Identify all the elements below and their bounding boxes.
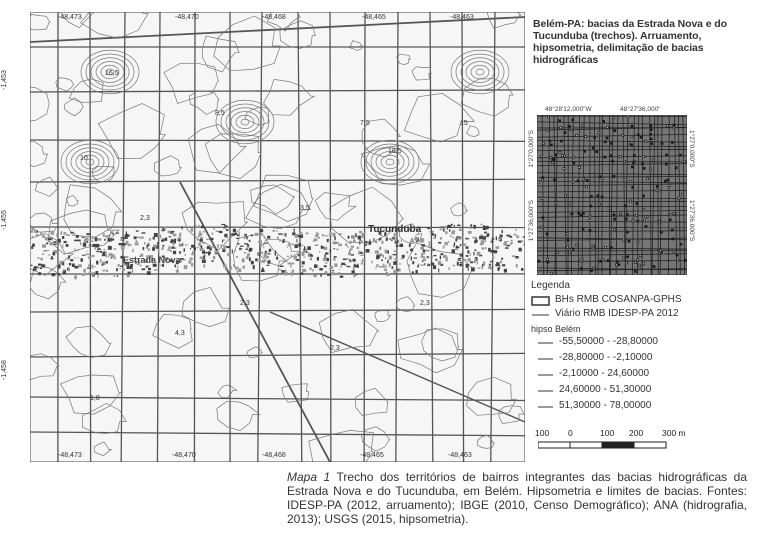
inset-right-coord: 1°27'36,000"S xyxy=(688,200,695,242)
inset-left-coord: 1°27'0,000"S xyxy=(528,130,535,168)
bottom-tick: -48,465 xyxy=(360,452,384,459)
left-tick: -1,453 xyxy=(1,70,8,90)
inset-top-coord: 48°28'12,000"W xyxy=(545,106,592,113)
map-title: Belém-PA: bacias da Estrada Nova e do Tucunduba (trechos). Arruamento, hipsometria, delimitação de bacias hidrográficas xyxy=(533,18,727,66)
bottom-tick: -48,470 xyxy=(172,452,196,459)
top-tick: -48,473 xyxy=(58,14,82,21)
contour-label: 4,3 xyxy=(175,330,185,337)
scale-label: 100 xyxy=(535,428,550,438)
figure-caption xyxy=(287,470,747,526)
scale-label: 200 xyxy=(629,428,644,438)
contour-label: 3,5 xyxy=(300,205,310,212)
contour-label: 7,5 xyxy=(360,120,370,127)
basin-boundary-symbol xyxy=(531,296,551,306)
top-tick: -48,465 xyxy=(362,14,386,21)
contour-label: 2,3 xyxy=(240,300,250,307)
contour-label: 15 xyxy=(460,120,468,127)
hypso-class-3: -2,10000 - 24,60000 xyxy=(559,368,650,379)
map-title-block xyxy=(533,18,743,66)
caption-label: Mapa 1 xyxy=(287,470,331,484)
bottom-tick: -48,468 xyxy=(262,452,286,459)
legend-layer-roads: Viário RMB IDESP-PA 2012 xyxy=(555,308,679,319)
hypso-class-symbol xyxy=(537,388,557,394)
contour-label: 8,5 xyxy=(215,110,225,117)
hypso-class-4: 24,60000 - 51,30000 xyxy=(559,384,652,395)
scale-bar xyxy=(538,440,688,452)
contour-label: 16,5 xyxy=(105,70,119,77)
place-label-tucunduba: Tucunduba xyxy=(368,224,422,235)
hypso-class-2: -28,80000 - -2,10000 xyxy=(559,352,653,363)
contour-label: 16,5 xyxy=(388,148,402,155)
bottom-tick: -48,463 xyxy=(448,452,472,459)
inset-locator-map xyxy=(537,115,687,275)
left-tick: -1,458 xyxy=(1,360,8,380)
road-line-symbol xyxy=(531,312,551,318)
hypso-class-1: -55,50000 - -28,80000 xyxy=(559,336,658,347)
contour-label: 1,8 xyxy=(90,395,100,402)
hypso-title: hipso Belém xyxy=(531,324,581,334)
top-tick: -48,470 xyxy=(175,14,199,21)
hypso-class-5: 51,30000 - 78,00000 xyxy=(559,400,652,411)
hypso-class-symbol xyxy=(537,404,557,410)
contour-label: 10 xyxy=(80,155,88,162)
scale-label: 300 m xyxy=(662,428,686,438)
hypso-class-symbol xyxy=(537,340,557,346)
hypso-class-symbol xyxy=(537,372,557,378)
top-tick: -48,468 xyxy=(262,14,286,21)
place-label-estrada-nova: Estrada Nova xyxy=(123,255,181,265)
legend-title: Legenda xyxy=(531,280,570,291)
hypso-class-symbol xyxy=(537,356,557,362)
main-map xyxy=(30,12,525,462)
legend-layer-basins: BHs RMB COSANPA-GPHS xyxy=(555,294,682,305)
scale-label: 100 xyxy=(600,428,615,438)
contour-label: 2,3 xyxy=(330,345,340,352)
inset-right-coord: 1°27'0,000"S xyxy=(688,130,695,168)
caption-text: Trecho dos territórios de bairros integrantes das bacias hidrográficas da Estrada Nova e do Tucunduba, em Belém. Hipsometria e limites de bacias. Fontes: IDESP-PA (2012, arruamento); IBGE (2010, Censo Demográfico); ANA (hidrografia, 2013); USGS (2015, hipsometria). xyxy=(287,470,747,526)
top-tick: -48,463 xyxy=(450,14,474,21)
scale-label: 0 xyxy=(568,428,573,438)
inset-left-coord: 1°27'36,000"S xyxy=(528,200,535,242)
inset-top-coord: 48°27'36,000" xyxy=(620,106,661,113)
bottom-tick: -48,473 xyxy=(58,452,82,459)
left-tick: -1,455 xyxy=(1,210,8,230)
contour-label: 2,3 xyxy=(420,300,430,307)
contour-label: 2,3 xyxy=(140,215,150,222)
